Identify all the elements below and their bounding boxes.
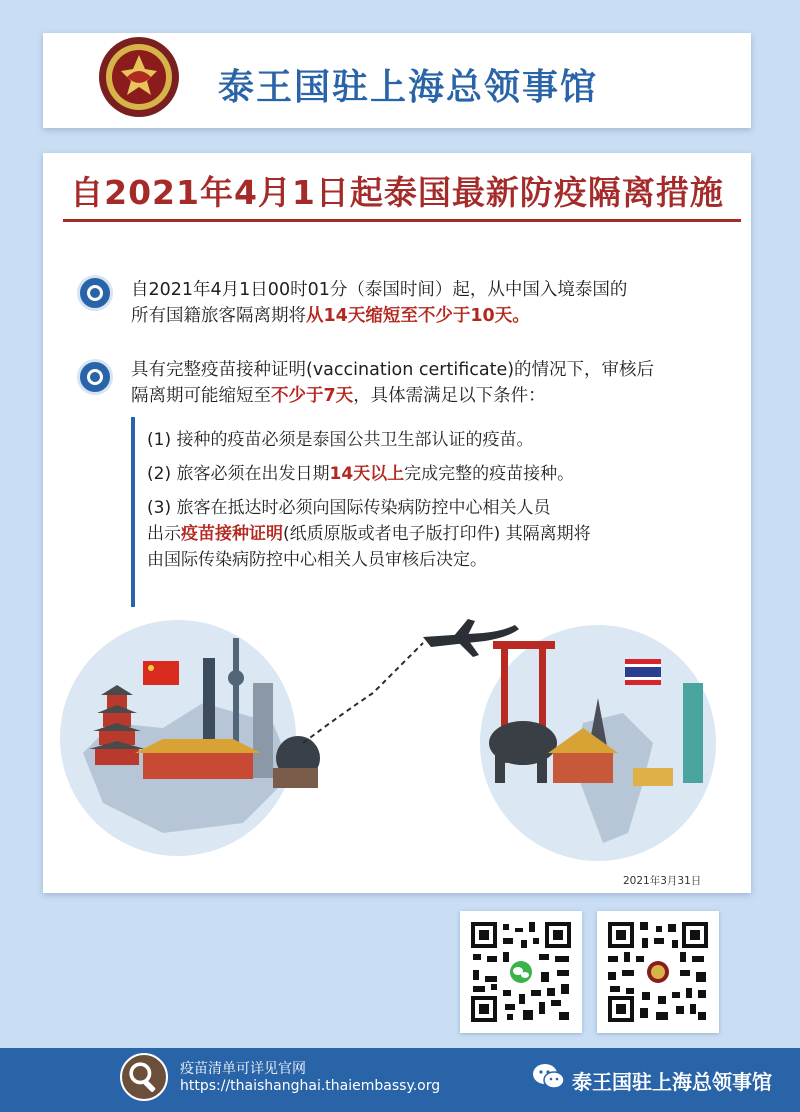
notice-item-2 (131, 357, 741, 409)
footer-account-name: 泰王国驻上海总领事馆 (572, 1070, 772, 1094)
notice-item-1-highlight: 从14天缩短至不少于10天。 (306, 306, 530, 326)
condition-3-line2 (147, 521, 721, 547)
qr-code-website (597, 911, 719, 1033)
header-card (43, 33, 751, 128)
condition-2-prefix: (2) 旅客必须在出发日期 (147, 464, 330, 484)
footer-bar (0, 1048, 800, 1112)
notice-card (43, 153, 751, 893)
notice-title: 自2021年4月1日起泰国最新防疫隔离措施 (70, 173, 724, 212)
notice-item-2-highlight: 不少于7天 (271, 386, 354, 406)
condition-3-line1: (3) 旅客在抵达时必须向国际传染病防控中心相关人员 (147, 498, 551, 518)
condition-3-line3: 由国际传染病防控中心相关人员审核后决定。 (147, 550, 487, 570)
china-scene-icon (60, 620, 320, 856)
header-title: 泰王国驻上海总领事馆 (218, 67, 599, 108)
notice-item-1-line2-prefix: 所有国籍旅客隔离期将 (131, 306, 306, 326)
notice-item-2-line1: 具有完整疫苗接种证明(vaccination certificate)的情况下，审核后 (131, 360, 655, 380)
condition-1: (1) 接种的疫苗必须是泰国公共卫生部认证的疫苗。 (147, 430, 534, 450)
condition-2-suffix: 完成完整的疫苗接种。 (404, 464, 575, 484)
footer-vaccine-note: 疫苗清单可详见官网 (180, 1061, 306, 1077)
notice-item-1-line2 (131, 303, 731, 329)
qr-code-wechat (460, 911, 582, 1033)
wechat-icon (532, 1062, 566, 1092)
qr-code-icon (606, 920, 710, 1024)
condition-3-line2-suffix: (纸质原版或者电子版打印件) 其隔离期将 (283, 524, 591, 544)
notice-item-2-line2 (131, 383, 741, 409)
footer-website-link[interactable]: https://thaishanghai.thaiembassy.org (180, 1078, 441, 1094)
bullet-icon (77, 275, 113, 311)
magnifier-icon (120, 1053, 168, 1101)
notice-item-2-line2-suffix: ，具体需满足以下条件： (353, 386, 546, 406)
title-divider (63, 219, 741, 222)
bullet-icon (77, 359, 113, 395)
conditions-list (131, 417, 721, 607)
condition-3 (147, 495, 721, 573)
condition-3-highlight: 疫苗接种证明 (181, 524, 283, 544)
condition-2-highlight: 14天以上 (329, 464, 405, 484)
notice-date: 2021年3月31日 (623, 875, 702, 887)
notice-item-2-line2-prefix: 隔离期可能缩短至 (131, 386, 271, 406)
qr-code-icon (469, 920, 573, 1024)
thailand-scene-icon (480, 625, 716, 861)
notice-item-1-line1: 自2021年4月1日00时01分（泰国时间）起，从中国入境泰国的 (131, 280, 628, 300)
consulate-seal-icon (97, 35, 181, 119)
condition-2 (147, 461, 721, 487)
condition-3-line2-prefix: 出示 (147, 524, 181, 544)
notice-item-1 (131, 277, 731, 329)
travel-illustration (43, 603, 751, 863)
